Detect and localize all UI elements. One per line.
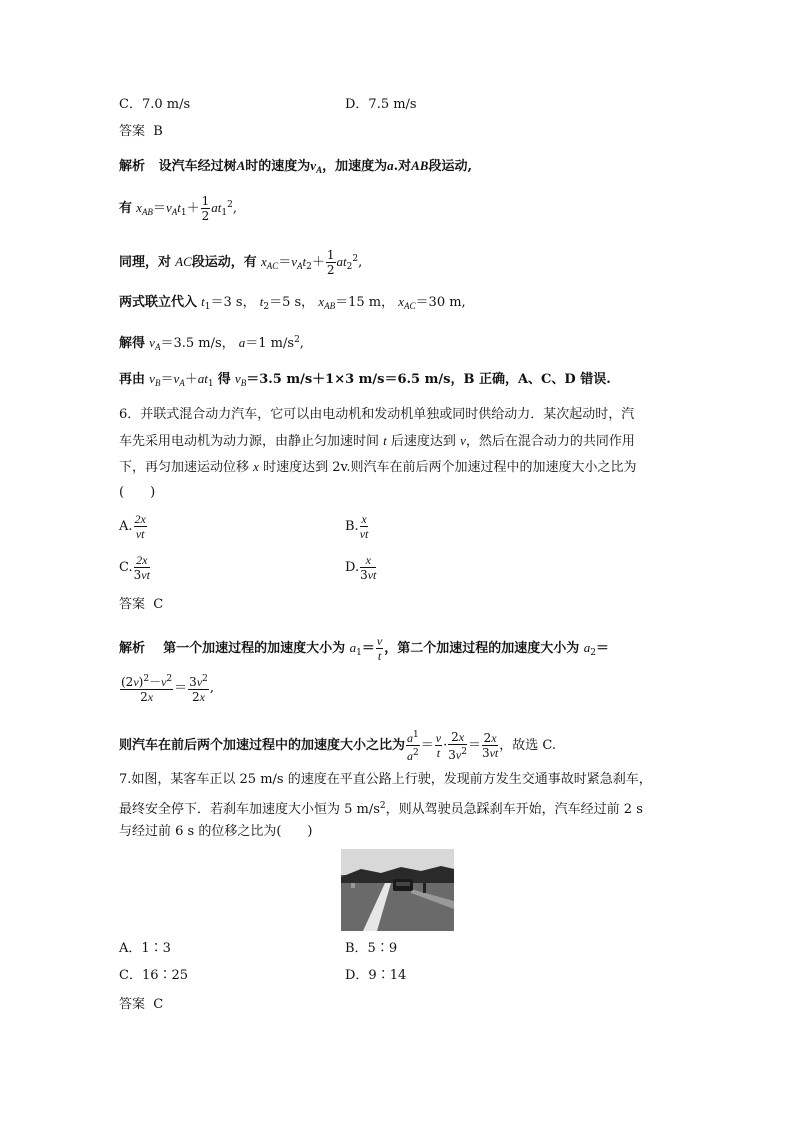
q7-option-d: D．9∶14 bbox=[345, 968, 407, 983]
text: 得 bbox=[217, 372, 231, 387]
text: ＝ bbox=[160, 372, 174, 387]
q5-analysis-line-5: 解得 $v_A=3.5$ m/s， a＝1 $m/s^2$, bbox=[119, 335, 304, 352]
q6-option-c: C. $\frac{2x}{3vt}$ bbox=[119, 553, 150, 582]
q5-analysis-line-3: 同理，对 AC段运动，有 $x_{AC}=v_At_2+$ $\frac{1}{2}$ $at_2^2$, bbox=[119, 248, 363, 277]
analysis-label: 解析 bbox=[119, 159, 146, 174]
text: 最终安全停下．若刹车加速度大小恒为 5 m/s bbox=[119, 802, 380, 817]
text: ＝5 s， bbox=[269, 295, 315, 310]
analysis-label: 解析 bbox=[119, 641, 146, 656]
option-letter: C. bbox=[119, 560, 133, 575]
text: 后速度达到 bbox=[390, 434, 456, 449]
answer-label: 答案 bbox=[119, 997, 146, 1012]
text: ，然后在混合动力的共同作用 bbox=[465, 434, 635, 449]
q7-option-a: A．1∶3 bbox=[119, 941, 171, 956]
q6-analysis-line-2: $\frac{(2v)^2-v^2}{2x}$ ＝ $\frac{3v^2}{2x}$ , bbox=[121, 674, 215, 704]
text: 车先采用电动机为动力源，由静止匀加速时间 bbox=[119, 434, 380, 449]
q6-stem-line-2: 车先采用电动机为动力源，由静止匀加速时间 t 后速度达到 v，然后在混合动力的共同作用 bbox=[119, 433, 635, 449]
text: AB bbox=[411, 158, 429, 173]
text: ＝30 m, bbox=[415, 295, 466, 310]
q7-stem-line-1: 7.如图，某客车正以 25 m/s 的速度在平直公路上行驶，发现前方发生交通事故时紧急刹车， bbox=[119, 772, 652, 787]
q7-stem-line-2: 最终安全停下．若刹车加速度大小恒为 5 $m/s^2$，则从驾驶员急踩刹车开始，汽车经过前 2 s bbox=[119, 801, 643, 817]
q6-answer bbox=[119, 596, 163, 614]
text: 时速度达到 bbox=[263, 460, 329, 475]
q5-option-c: C．7.0 m/s bbox=[119, 97, 191, 112]
option-letter: B. bbox=[345, 519, 359, 534]
text: ＝15 m， bbox=[335, 295, 395, 310]
answer-value: C bbox=[153, 997, 164, 1012]
text: 下，再匀加速运动位移 bbox=[119, 460, 250, 475]
q5-analysis-line-2: 有 $x_{AB}=v_At_1+$ $\frac{1}{2}$ $at_1^2$, bbox=[119, 194, 237, 223]
q5-analysis-line-6: 再由 $v_B=v_A+at_1$ 得 $v_B=3.5$ m/s＋1×3 m/s＝6.5 m/s，B 正确，A、C、D 错误. bbox=[119, 371, 611, 389]
q6-option-d: D. $\frac{x}{3vt}$ bbox=[345, 553, 377, 582]
text: AC bbox=[175, 254, 192, 269]
q5-analysis-line-4: 两式联立代入 $t_1=3$ s， $t_2=5$ s， $x_{AB}=15$ m， $x_{AC}=30$ m, bbox=[119, 294, 466, 312]
text: 2v bbox=[332, 460, 347, 475]
text: .则汽车在前后两个加速过程中的加速度大小之比为 bbox=[346, 460, 637, 475]
text: ，则从驾驶员急踩刹车开始，汽车经过前 2 s bbox=[385, 802, 643, 817]
text: ＝3.5 m/s＋1×3 m/s＝6.5 m/s，B 正确，A、C、D 错误. bbox=[246, 372, 611, 387]
q6-analysis-line-3: 则汽车在前后两个加速过程中的加速度大小之比为 $\frac{a^1}{a^2}$ ＝ $\frac{v}{t}$ · $\frac{2x}{3v^2}$ ＝ $\frac{2x}{3vt}$ ，故选 C. bbox=[119, 729, 557, 763]
text: 则汽车在前后两个加速过程中的加速度大小之比为 bbox=[119, 738, 406, 753]
text: ，加速度为 bbox=[322, 159, 388, 174]
q6-stem-line-4: ( ) bbox=[119, 485, 156, 500]
q6-stem-line-3: 下，再匀加速运动位移 x 时速度达到 2v.则汽车在前后两个加速过程中的加速度大小之比为 bbox=[119, 459, 637, 475]
answer-label: 答案 bbox=[119, 597, 146, 612]
option-letter: A. bbox=[119, 519, 133, 534]
text: 有 bbox=[119, 201, 133, 216]
q6-option-a: A. $\frac{2x}{vt}$ bbox=[119, 512, 146, 541]
text: 段运动，有 bbox=[191, 255, 257, 270]
text: .对 bbox=[393, 159, 412, 174]
highway-accident-photo bbox=[341, 849, 454, 931]
text: 第一个加速过程的加速度大小为 bbox=[163, 641, 346, 656]
text: 同理，对 bbox=[119, 255, 172, 270]
text: ＝1 m/s bbox=[245, 336, 295, 351]
text: ＝3 s， bbox=[210, 295, 256, 310]
q5-answer bbox=[119, 123, 163, 141]
text: 解得 bbox=[119, 336, 146, 351]
answer-value: B bbox=[153, 124, 163, 139]
text: 再由 bbox=[119, 372, 146, 387]
q5-analysis-line-1: 解析 设汽车经过树A时的速度为$v_A$，加速度为a.对AB段运动, bbox=[119, 158, 473, 175]
q7-answer bbox=[119, 996, 163, 1014]
text: ＝3.5 m/s， bbox=[160, 336, 235, 351]
text: 设汽车经过树 bbox=[158, 159, 237, 174]
q6-stem-line-1: 6．并联式混合动力汽车，它可以由电动机和发动机单独或同时供给动力．某次起动时，汽 bbox=[119, 407, 635, 422]
text: a bbox=[387, 158, 394, 173]
q7-option-b: B．5∶9 bbox=[345, 941, 398, 956]
q7-stem-line-3: 与经过前 6 s 的位移之比为( ) bbox=[119, 824, 313, 839]
text: 段运动, bbox=[428, 159, 473, 174]
answer-value: C bbox=[153, 597, 164, 612]
text: 时的速度为 bbox=[245, 159, 311, 174]
option-letter: D. bbox=[345, 560, 360, 575]
text: ，故选 C. bbox=[499, 738, 557, 753]
text: 两式联立代入 bbox=[119, 295, 198, 310]
q5-option-d: D．7.5 m/s bbox=[345, 97, 417, 112]
text: ，第二个加速过程的加速度大小为 bbox=[384, 641, 580, 656]
q6-option-b: B. $\frac{x}{vt}$ bbox=[345, 512, 369, 541]
answer-label: 答案 bbox=[119, 124, 146, 139]
q6-analysis-line-1: 解析 第一个加速过程的加速度大小为 $a_1=$ $\frac{v}{t}$ ，第二个加速过程的加速度大小为 $a_2=$ bbox=[119, 634, 610, 663]
q7-option-c: C．16∶25 bbox=[119, 968, 189, 983]
text: A bbox=[236, 158, 246, 173]
